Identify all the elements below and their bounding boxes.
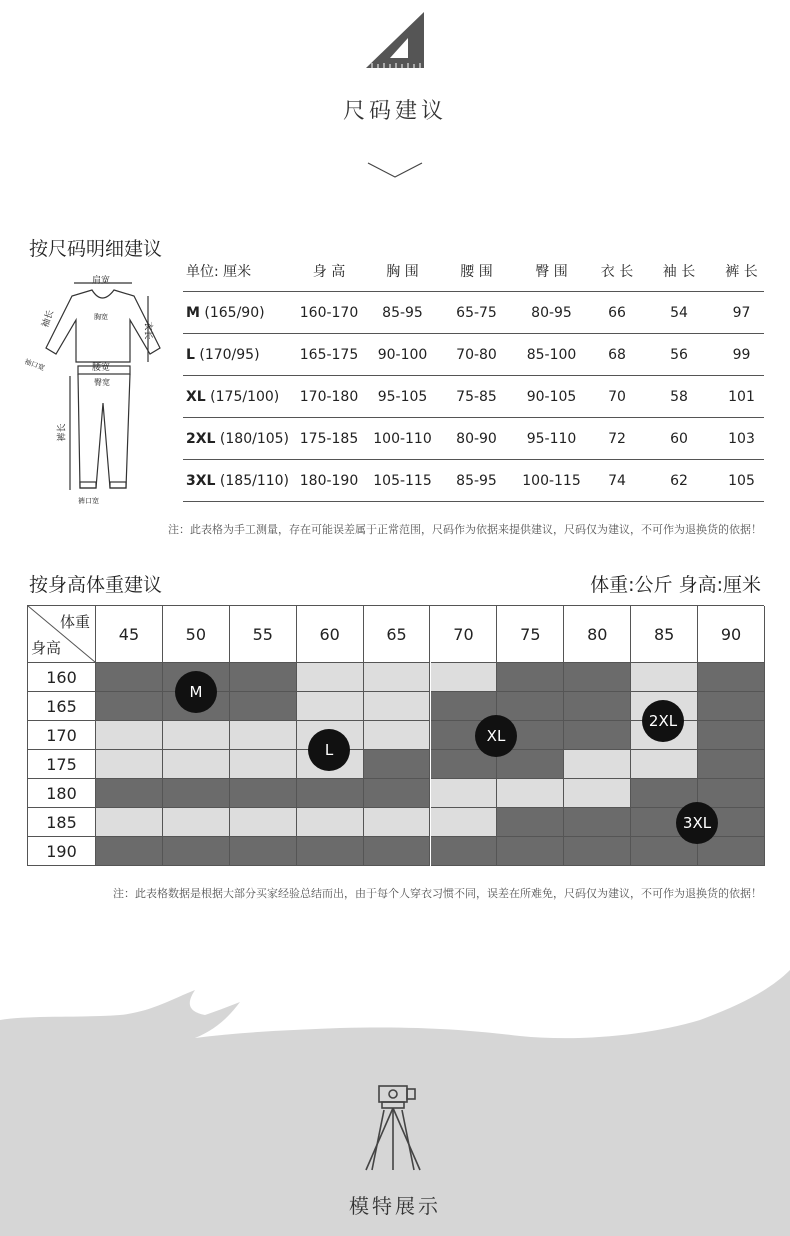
size-table-row — [183, 460, 764, 502]
units-label: 体重:公斤 身高:厘米 — [590, 574, 761, 596]
size-value-cell: 175-185 — [299, 431, 359, 447]
corner-height-label: 身高 — [31, 639, 62, 657]
size-spec: (175/100) — [205, 389, 280, 405]
grid-cell — [230, 750, 297, 779]
grid-cell — [364, 779, 431, 808]
grid-cell — [163, 837, 230, 866]
grid-cell — [497, 808, 564, 837]
size-value-cell: 75-85 — [456, 389, 497, 405]
sleeve-length-header: 袖 长 — [662, 264, 696, 280]
size-value-cell: 60 — [670, 431, 688, 447]
grid-cell — [564, 663, 631, 692]
grid-cell — [297, 779, 364, 808]
height-header-cell: 160 — [28, 663, 96, 692]
weight-header-cell: 60 — [297, 606, 364, 663]
grid-cell — [96, 750, 163, 779]
grid-cell — [96, 808, 163, 837]
shoulder-label: 肩宽 — [92, 276, 111, 286]
grid-cell — [96, 663, 163, 692]
unit-header: 单位: 厘米 — [186, 264, 252, 280]
size-value-cell: 80-90 — [456, 431, 497, 447]
grid-cell — [297, 692, 364, 721]
grid-cell — [698, 663, 765, 692]
size-badge: 3XL — [676, 802, 718, 844]
grid-cell — [564, 837, 631, 866]
grid-cell — [364, 692, 431, 721]
grid-cell — [96, 837, 163, 866]
size-code: XL — [186, 389, 206, 405]
grid-cell — [564, 721, 631, 750]
grid-cell — [564, 750, 631, 779]
size-value-cell: 80-95 — [531, 305, 572, 321]
size-badge: XL — [475, 715, 517, 757]
grid-cell — [230, 692, 297, 721]
cuff-label: 袖口宽 — [23, 357, 46, 373]
sleeve-label: 袖长 — [40, 308, 57, 330]
size-badge: L — [308, 729, 350, 771]
triangle-ruler-icon — [362, 10, 426, 70]
grid-cell — [163, 721, 230, 750]
size-value-cell: 58 — [670, 389, 688, 405]
grid-cell — [364, 721, 431, 750]
grid-cell — [96, 692, 163, 721]
size-value-cell: 160-170 — [299, 305, 359, 321]
size-value-cell: 68 — [608, 347, 626, 363]
size-table-row — [183, 376, 764, 418]
size-spec: (170/95) — [194, 347, 260, 363]
size-badge: M — [175, 671, 217, 713]
size-value-cell: 95-110 — [526, 431, 577, 447]
height-header-cell: 185 — [28, 808, 96, 837]
grid-cell — [497, 837, 564, 866]
size-value-cell: 70-80 — [456, 347, 497, 363]
pants-length-header: 裤 长 — [725, 264, 758, 280]
garment-diagram — [22, 268, 172, 508]
size-spec: (165/90) — [199, 305, 265, 321]
size-label-cell — [186, 460, 296, 502]
grid-cell — [698, 779, 765, 808]
grid-cell — [96, 779, 163, 808]
weight-note: 注：此表格数据是根据大部分买家经验总结而出，由于每个人穿衣习惯不同，误差在所难免，尺码仅为建议，不可作为退换货的依据！ — [113, 887, 762, 900]
size-badge: 2XL — [642, 700, 684, 742]
size-value-cell: 85-95 — [382, 305, 423, 321]
grid-cell — [431, 779, 498, 808]
size-value-cell: 97 — [732, 305, 751, 321]
size-value-cell: 90-100 — [377, 347, 428, 363]
page-title: 尺码建议 — [342, 99, 447, 124]
chevron-down-icon — [366, 160, 424, 180]
size-value-cell: 85-100 — [526, 347, 577, 363]
size-value-cell: 105 — [728, 473, 755, 489]
camera-tripod-icon — [362, 1080, 428, 1176]
weight-header-cell: 70 — [431, 606, 498, 663]
height-header-cell: 190 — [28, 837, 96, 866]
size-note: 注：此表格为手工测量，存在可能误差属于正常范围，尺码作为依据来提供建议，尺码仅为建议，不可作为退换货的依据！ — [168, 523, 762, 536]
grid-cell — [698, 721, 765, 750]
grid-cell — [431, 808, 498, 837]
height-header-cell: 165 — [28, 692, 96, 721]
size-label-cell — [186, 334, 296, 376]
weight-header-cell: 45 — [96, 606, 163, 663]
grid-cell — [497, 692, 564, 721]
grid-cell — [96, 721, 163, 750]
grid-cell — [564, 808, 631, 837]
size-code: L — [186, 347, 195, 363]
height-header-cell: 180 — [28, 779, 96, 808]
grid-cell — [631, 663, 698, 692]
grid-cell — [364, 663, 431, 692]
chest-header: 胸 围 — [386, 264, 419, 280]
weight-height-grid — [27, 605, 764, 866]
size-code: 2XL — [186, 431, 216, 447]
size-section-title: 按尺码明细建议 — [29, 238, 163, 260]
size-code: M — [186, 305, 200, 321]
grid-cell — [497, 750, 564, 779]
size-value-cell: 70 — [608, 389, 626, 405]
weight-header-cell: 90 — [698, 606, 765, 663]
weight-header-cell: 75 — [497, 606, 564, 663]
model-showcase-title: 模特展示 — [349, 1194, 441, 1218]
grid-cell — [163, 808, 230, 837]
height-header-cell: 170 — [28, 721, 96, 750]
pants-length-label: 裤长 — [57, 423, 68, 442]
grid-cell — [297, 663, 364, 692]
grid-cell — [364, 837, 431, 866]
size-value-cell: 180-190 — [299, 473, 359, 489]
size-label-cell — [186, 376, 296, 418]
size-value-cell: 85-95 — [456, 473, 497, 489]
size-value-cell: 165-175 — [299, 347, 359, 363]
size-spec: (180/105) — [215, 431, 290, 447]
size-table-row — [183, 292, 764, 334]
size-value-cell: 65-75 — [456, 305, 497, 321]
size-value-cell: 95-105 — [377, 389, 428, 405]
grid-cell — [431, 663, 498, 692]
size-value-cell: 74 — [608, 473, 626, 489]
waist-label: 腰宽 — [92, 363, 111, 373]
weight-header-cell: 65 — [364, 606, 431, 663]
size-value-cell: 105-115 — [373, 473, 432, 489]
top-length-header: 衣 长 — [600, 264, 634, 280]
weight-section-title: 按身高体重建议 — [29, 574, 163, 596]
size-label-cell — [186, 418, 296, 460]
grid-cell — [364, 750, 431, 779]
weight-header-cell: 50 — [163, 606, 230, 663]
grid-cell — [230, 779, 297, 808]
size-value-cell: 103 — [728, 431, 755, 447]
size-value-cell: 72 — [608, 431, 626, 447]
size-label-cell — [186, 292, 296, 334]
weight-header-cell: 85 — [631, 606, 698, 663]
height-header: 身 高 — [312, 264, 346, 280]
grid-cell — [230, 663, 297, 692]
grid-cell — [497, 663, 564, 692]
grid-cell — [163, 779, 230, 808]
size-table-row — [183, 418, 764, 460]
size-value-cell: 99 — [732, 347, 751, 363]
size-code: 3XL — [186, 473, 216, 489]
hip-header: 臀 围 — [535, 264, 568, 280]
corner-weight-label: 体重 — [59, 613, 90, 631]
grid-cell — [230, 837, 297, 866]
grid-cell — [163, 750, 230, 779]
grid-cell — [364, 808, 431, 837]
size-table-row — [183, 334, 764, 376]
body-length-label: 衣长 — [142, 321, 153, 340]
grid-cell — [431, 837, 498, 866]
size-value-cell: 100-115 — [522, 473, 581, 489]
chest-label: 胸宽 — [94, 313, 108, 321]
thermal-underwear-icon — [22, 268, 172, 508]
size-value-cell: 101 — [728, 389, 755, 405]
grid-cell — [230, 808, 297, 837]
size-value-cell: 170-180 — [299, 389, 359, 405]
size-value-cell: 62 — [670, 473, 688, 489]
size-spec: (185/110) — [215, 473, 290, 489]
size-value-cell: 56 — [670, 347, 688, 363]
grid-cell — [497, 779, 564, 808]
grid-cell — [564, 692, 631, 721]
table-divider — [183, 501, 764, 502]
leg-opening-label: 裤口宽 — [78, 497, 99, 505]
weight-header-cell: 80 — [564, 606, 631, 663]
grid-cell — [698, 750, 765, 779]
grid-cell — [698, 692, 765, 721]
size-table-header — [183, 250, 764, 292]
size-value-cell: 66 — [608, 305, 626, 321]
height-header-cell: 175 — [28, 750, 96, 779]
grid-cell — [698, 837, 765, 866]
weight-header-cell: 55 — [230, 606, 297, 663]
corner-cell — [28, 606, 96, 663]
grid-cell — [297, 808, 364, 837]
grid-cell — [631, 750, 698, 779]
size-value-cell: 54 — [670, 305, 688, 321]
waist-header: 腰 围 — [460, 264, 493, 280]
grid-cell — [230, 721, 297, 750]
grid-cell — [564, 779, 631, 808]
size-value-cell: 100-110 — [373, 431, 432, 447]
size-value-cell: 90-105 — [526, 389, 577, 405]
hip-label: 臀宽 — [94, 378, 110, 387]
grid-cell — [297, 837, 364, 866]
